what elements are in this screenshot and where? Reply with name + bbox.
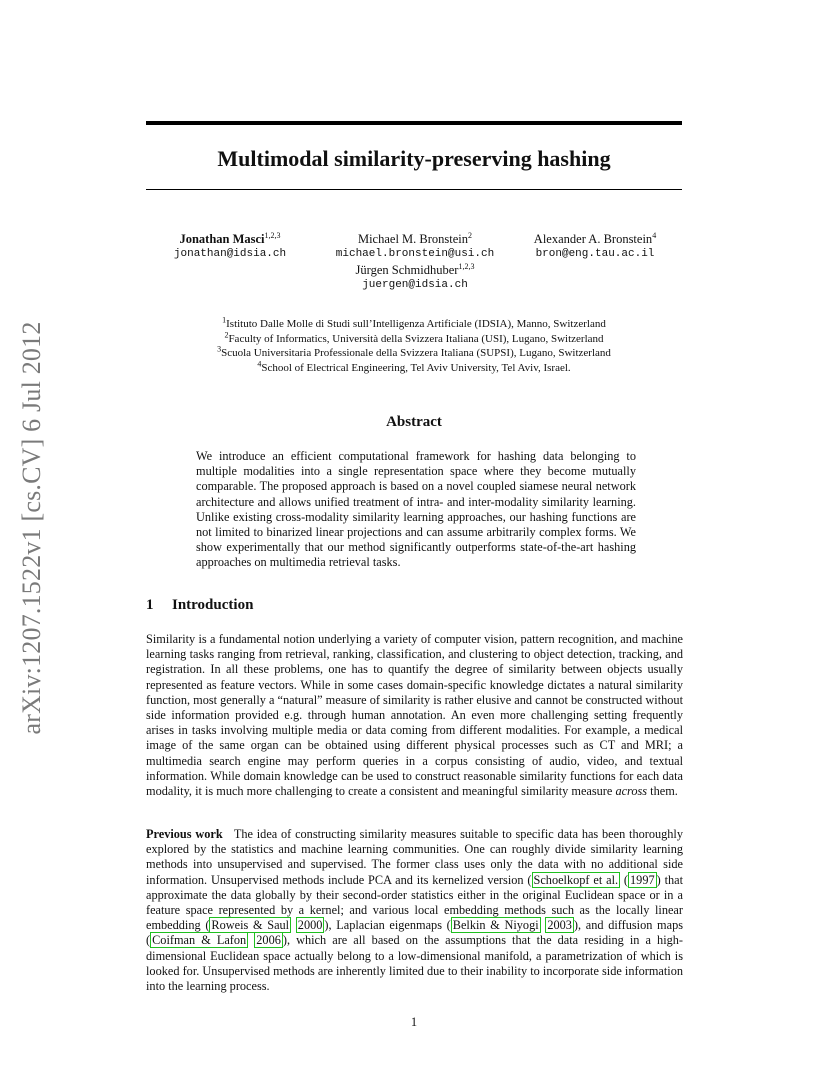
citation-year-link[interactable]: 2003 (547, 918, 572, 933)
arxiv-stamp (12, 308, 52, 748)
affiliations (146, 317, 682, 375)
abstract-text: We introduce an efficient computational framework for hashing data belonging to multiple modalities into a single representation space where they become mutually comparable. The proposed approach is based on a novel coupled siamese neural network architecture and allows unified treatment of intra- and inter-modality similarity learning. Unlike existing cross-modality similarity learning approaches, our hashing functions are not limited to binarized linear projections and can assume arbitrarily complex forms. We show experimentally that our method significantly outperforms state-of-the-art hashing approaches on multimedia retrieval tasks. (196, 449, 636, 570)
author-block-3 (515, 231, 675, 262)
author-name: Alexander A. Bronstein$^4$ (533, 230, 657, 246)
author-block-2 (310, 231, 520, 293)
author-email[interactable]: michael.bronstein@usi.ch (335, 248, 495, 260)
citation-link[interactable]: Schoelkopf et al. (533, 872, 619, 887)
author-name: Jonathan Masci$^{1,2,3}$ (179, 230, 281, 246)
affiliation-1: $^1$Istituto Dalle Molle di Studi sull’Intelligenza Artificiale (IDSIA), Manno, Switzerland (222, 315, 606, 330)
author-email[interactable]: juergen@idsia.ch (362, 279, 468, 291)
author-email[interactable]: bron@eng.tau.ac.il (535, 248, 655, 260)
author-email[interactable]: jonathan@idsia.ch (173, 248, 287, 260)
citation-link[interactable]: Coifman & Lafon (152, 933, 247, 948)
title-bottom-rule (146, 189, 682, 190)
title-top-rule (146, 121, 682, 125)
section-heading (146, 597, 253, 614)
citation-year-link[interactable]: 2006 (256, 933, 281, 948)
section-number: 1 (146, 597, 154, 613)
affiliation-2: $^2$Faculty of Informatics, Università della Svizzera Italiana (USI), Lugano, Switzerland (224, 329, 604, 345)
arxiv-id: arXiv:1207.1522v1 [cs.CV] 6 Jul 2012 (17, 321, 46, 735)
affiliation-3: $^3$Scuola Universitaria Professionale della Svizzera Italiana (SUPSI), Lugano, Switzerland (217, 344, 611, 359)
affiliation-4: $^4$School of Electrical Engineering, Tel Aviv University, Tel Aviv, Israel. (257, 358, 571, 374)
citation-year-link[interactable]: 1997 (630, 872, 655, 887)
author-name: Jürgen Schmidhuber$^{1,2,3}$ (355, 261, 475, 277)
citation-link[interactable]: Belkin & Niyogi (452, 918, 539, 933)
paper-title: Multimodal similarity-preserving hashing (217, 146, 611, 171)
citation-year-link[interactable]: 2000 (297, 918, 323, 933)
abstract-heading: Abstract (386, 414, 442, 430)
page-number: 1 (410, 1015, 418, 1029)
author-block-1 (150, 231, 310, 262)
intro-paragraph-1: Similarity is a fundamental notion underlying a variety of computer vision, pattern recognition, and machine learning tasks ranging from retrieval, ranking, classification, and clustering to object detection, tracking, and registration. In all these problems, one has to quantify the degree of similarity between objects usually represented as feature vectors. While in some cases domain-specific knowledge dictates a natural similarity function, most generally a “natural” measure of similarity is rather elusive and cannot be constructed without side information provided e.g. through human annotation. An even more challenging setting frequently arises in tasks involving multiple media or data coming from different modalities. For example, a medical image of the same organ can be obtained using different physical processes such as CT and MRI; a multimedia search engine may perform queries in a corpus consisting of audio, video, and textual information. While domain knowledge can be used to construct reasonable similarity functions for each data modality, it is much more challenging to create a consistent and meaningful similarity measure across them. (146, 632, 683, 799)
citation-link[interactable]: Roweis & Saul (211, 918, 290, 933)
author-name: Michael M. Bronstein$^2$ (357, 230, 473, 246)
section-title: Introduction (172, 597, 254, 613)
paragraph-run-in-heading: Previous work (146, 827, 223, 841)
intro-paragraph-2: Previous work The idea of constructing similarity measures suitable to specific data has been thoroughly explored by the statistics and machine learning communities. One can roughly divide similarity learning methods into unsupervised and supervised. The former class uses only the data with no additional side information. Unsupervised methods include PCA and its kernelized version ( Schoelkopf et al. ( 1997 ) that approximate the data globally by their second-order statistics either in the original Euclidean space or in a feature space represented by a kernel; and various local embedding methods such as the locally linear embedding ( Roweis & Saul 2000 ), Laplacian eigenmaps ( Belkin & Niyogi 2003 ), and diffusion maps ( Coifman & Lafon 2006 ), which are all based on the assumptions that the data residing in a high-dimensional Euclidean space actually belong to a low-dimensional manifold, a parametrization of which is looked for. Unsupervised methods are inherently limited due to their inability to incorporate side information into the learning process. (146, 827, 684, 994)
